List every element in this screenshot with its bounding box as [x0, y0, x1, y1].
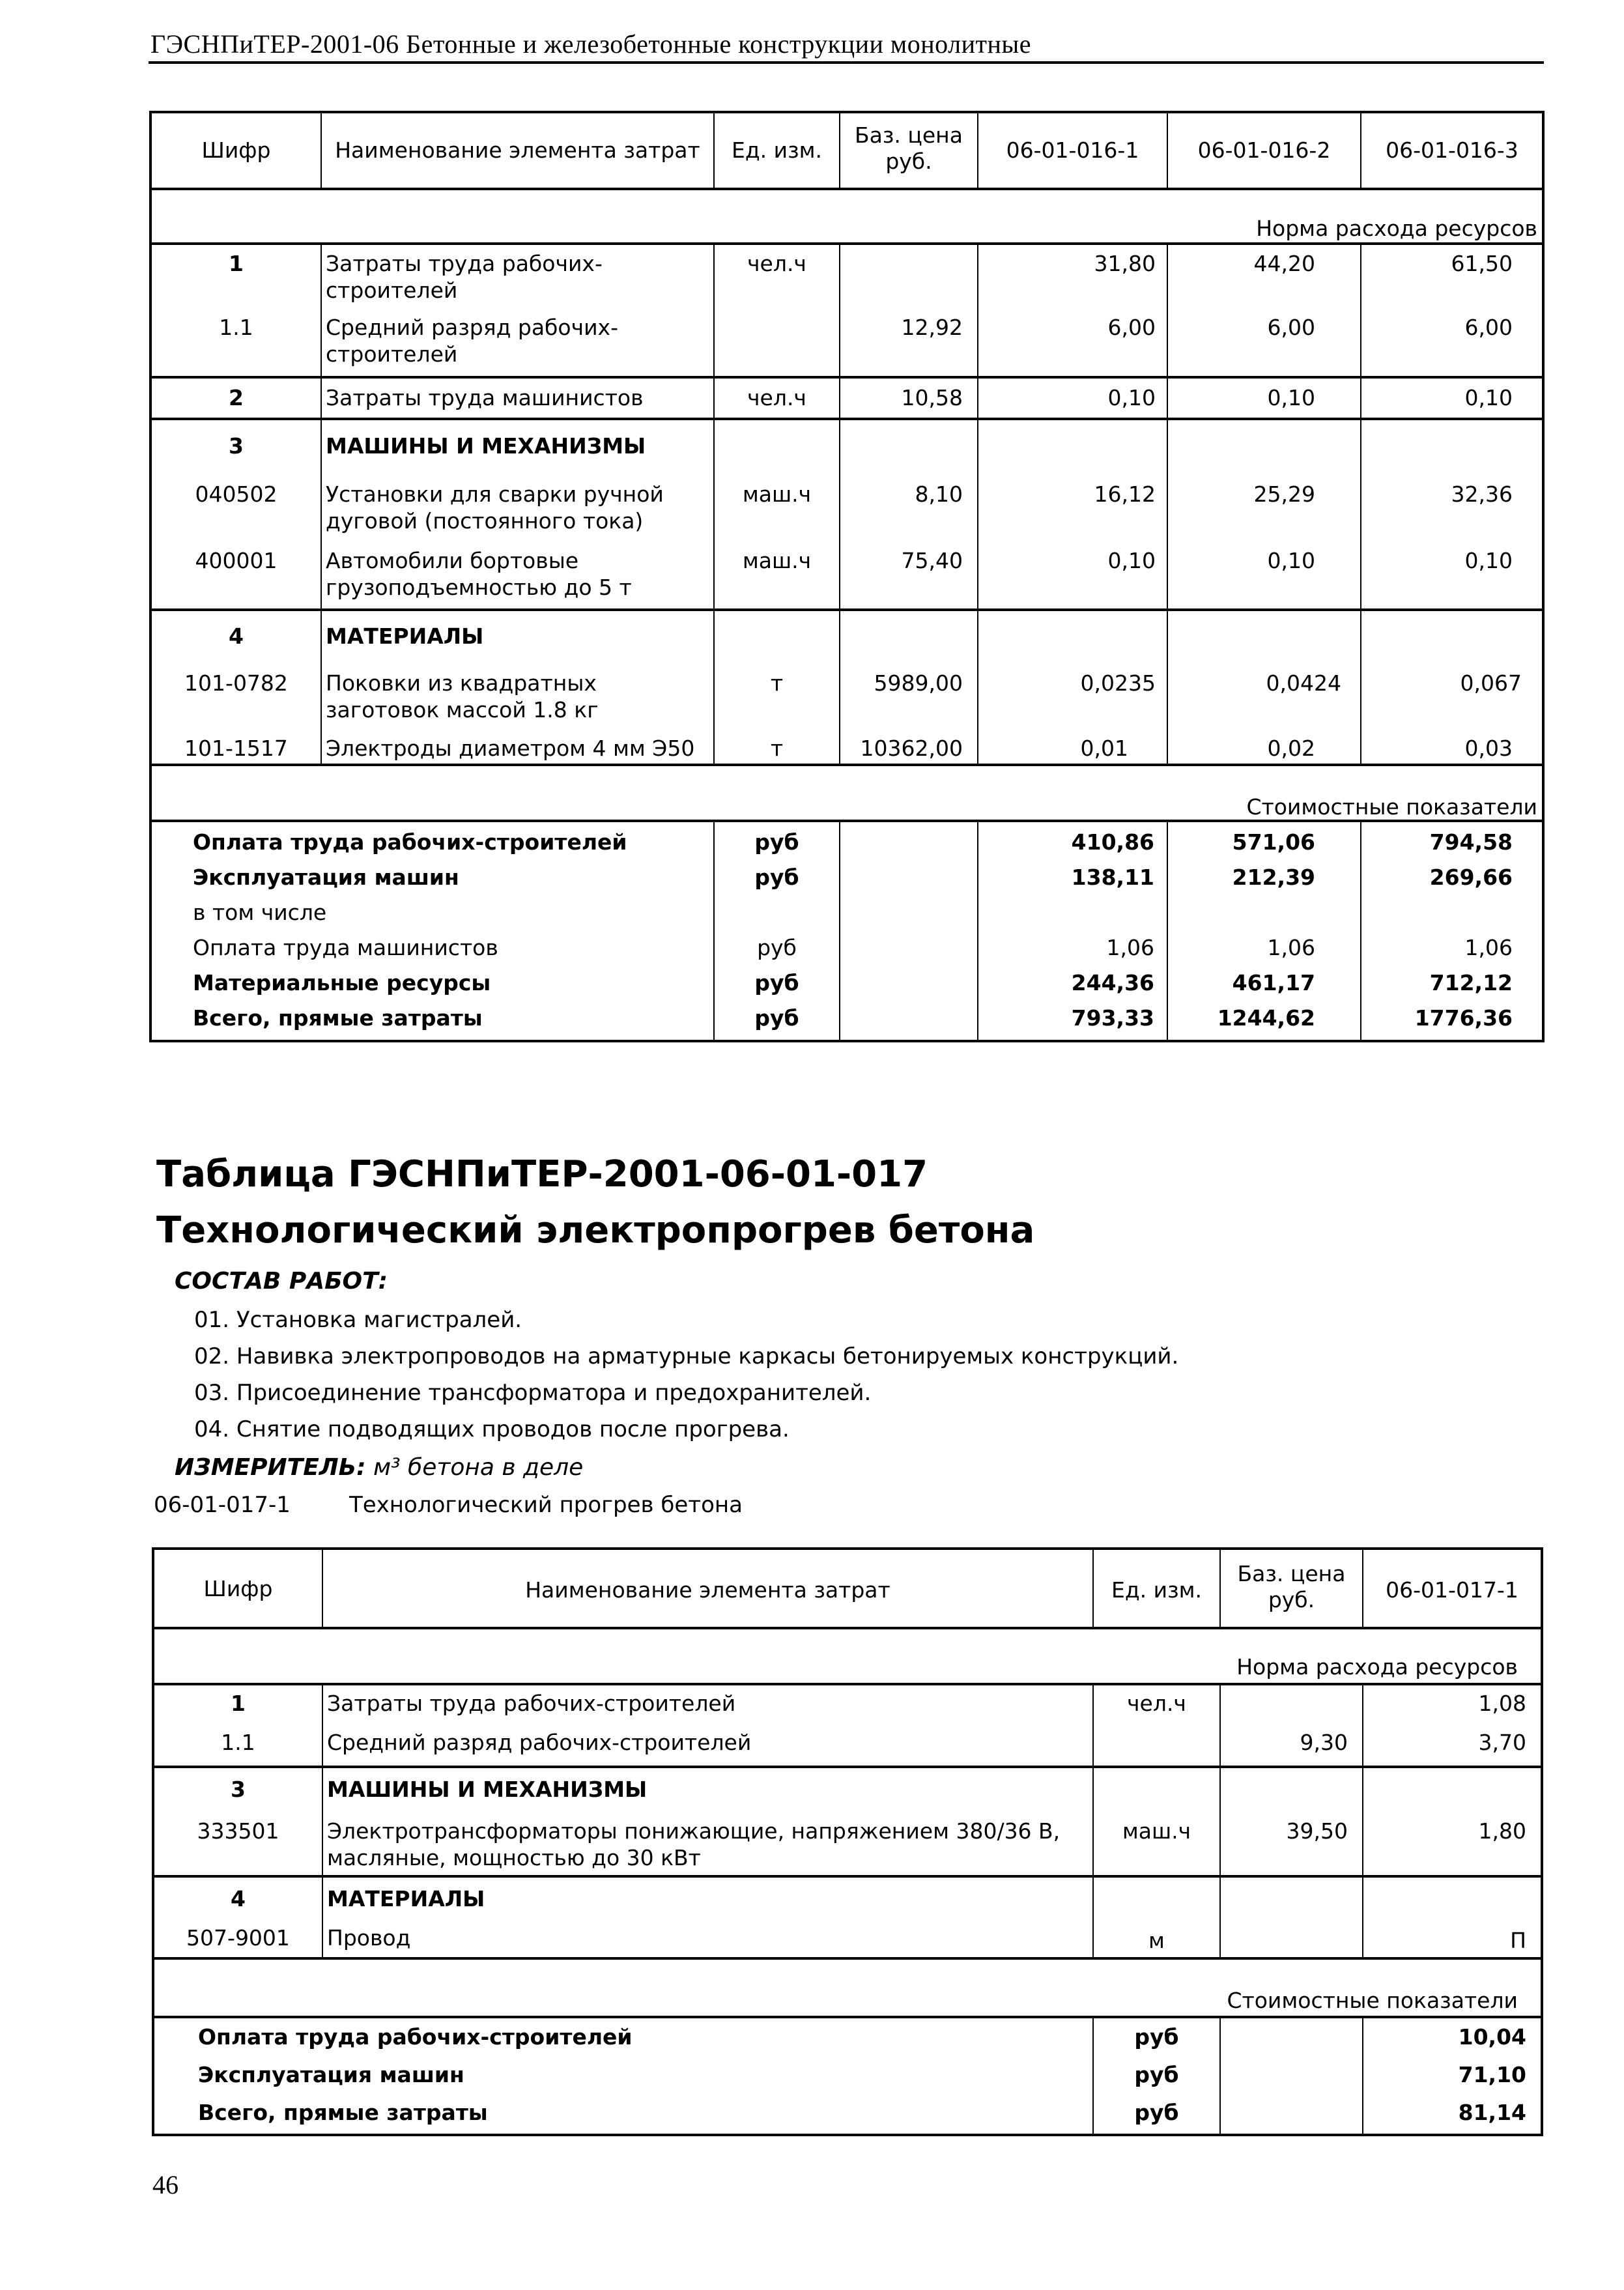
table1-rule: [149, 764, 1545, 766]
cost-value: 1,06: [1267, 935, 1315, 960]
cost-value: 712,12: [1429, 970, 1513, 995]
col-header-price: Баз. цена руб.: [1237, 1561, 1346, 1612]
cost-row-name: Эксплуатация машин: [193, 865, 459, 890]
row-code: 4: [231, 1886, 246, 1911]
row-value: 44,20: [1253, 251, 1315, 276]
cost-row-unit: руб: [754, 1005, 799, 1031]
cost-value: 212,39: [1232, 865, 1315, 890]
section-heading-machines: МАШИНЫ И МЕХАНИЗМЫ: [326, 433, 646, 459]
col-header-name: Наименование элемента затрат: [335, 137, 700, 163]
row-code: 1.1: [221, 1730, 255, 1755]
row-unit: маш.ч: [1122, 1818, 1191, 1844]
row-unit: т: [770, 736, 784, 761]
cost-value: 71,10: [1458, 2062, 1526, 2087]
page-number: 46: [152, 2170, 178, 2199]
row-value: 25,29: [1253, 481, 1315, 507]
cost-row-unit: руб: [1134, 2100, 1179, 2125]
table2-rule: [152, 1683, 1543, 1685]
row-code: 3: [229, 433, 244, 459]
meter-line: [175, 1454, 583, 1481]
row-value: 0,0235: [1080, 670, 1156, 696]
running-header: ГЭСНПиТЕР-2001-06 Бетонные и железобетонные конструкции монолитные: [150, 29, 1032, 59]
row-unit: чел.ч: [1127, 1691, 1186, 1716]
cost-value: 10,04: [1458, 2024, 1526, 2050]
cost-value: 1244,62: [1217, 1005, 1315, 1031]
work-item: 02. Навивка электропроводов на арматурные каркасы бетонируемых конструкций.: [194, 1343, 1179, 1369]
cost-row-unit: руб: [754, 865, 799, 890]
table-title: Таблица ГЭСНПиТЕР-2001-06-01-017: [156, 1153, 928, 1195]
section-heading-materials: МАТЕРИАЛЫ: [326, 623, 484, 649]
row-value: 0,067: [1460, 670, 1522, 696]
table1-rule: [149, 376, 1545, 379]
table2-rule: [152, 1766, 1543, 1768]
norm-caption: Норма расхода ресурсов: [1236, 1654, 1518, 1680]
row-value: 32,36: [1451, 481, 1513, 507]
row-name: Затраты труда рабочих-строителей: [327, 1691, 736, 1716]
row-name: Электротрансформаторы понижающие, напряжением 380/36 В, масляные, мощностью до 30 кВт: [327, 1818, 1061, 1870]
cost-row-unit: руб: [1134, 2062, 1179, 2087]
row-value: 0,10: [1107, 548, 1156, 573]
cost-value: 461,17: [1232, 970, 1315, 995]
row-price: 12,92: [901, 315, 963, 340]
row-value: 0,03: [1464, 736, 1513, 761]
cost-row-name: Всего, прямые затраты: [193, 1005, 483, 1031]
table1-rule: [149, 188, 1545, 190]
cost-value: 1,06: [1106, 935, 1154, 960]
row-code: 1.1: [219, 315, 253, 340]
meter-value: м³ бетона в деле: [373, 1454, 584, 1481]
cost-value: 81,14: [1458, 2100, 1526, 2125]
item-code: 06-01-017-1: [154, 1492, 291, 1518]
row-name: Автомобили бортовые грузоподъемностью до 5 т: [326, 548, 632, 600]
section-heading-machines: МАШИНЫ И МЕХАНИЗМЫ: [327, 1777, 648, 1802]
row-code: 1: [229, 251, 244, 276]
row-value: 0,10: [1464, 548, 1513, 573]
row-code: 1: [231, 1691, 246, 1716]
row-value: 6,00: [1107, 315, 1156, 340]
col-header-name: Наименование элемента затрат: [525, 1577, 890, 1603]
col-header-016-1: 06-01-016-1: [1006, 137, 1139, 163]
cost-value: 1,06: [1464, 935, 1513, 960]
row-value: П: [1510, 1928, 1526, 1953]
row-price: 5989,00: [874, 670, 963, 696]
cost-row-unit: руб: [754, 970, 799, 995]
cost-value: 244,36: [1071, 970, 1154, 995]
row-code: 2: [229, 385, 244, 410]
work-item: 01. Установка магистралей.: [194, 1307, 522, 1333]
row-value: 0,10: [1267, 385, 1315, 410]
table1-rule: [149, 418, 1545, 420]
cost-row-name: Эксплуатация машин: [198, 2062, 464, 2087]
col-header-016-3: 06-01-016-3: [1386, 137, 1518, 163]
work-item: 03. Присоединение трансформатора и предохранителей.: [194, 1380, 872, 1406]
table1-col-divider: [839, 821, 840, 1041]
row-name: Провод: [327, 1925, 411, 1951]
col-header-code: Шифр: [201, 137, 271, 163]
row-code: 507-9001: [186, 1925, 290, 1951]
cost-value: 571,06: [1232, 829, 1315, 855]
row-code: 040502: [195, 481, 278, 507]
row-value: 31,80: [1094, 251, 1156, 276]
row-code: 400001: [195, 548, 278, 573]
row-unit: чел.ч: [747, 385, 806, 410]
row-price: 75,40: [901, 548, 963, 573]
table2-rule: [152, 2016, 1543, 2018]
cost-row-name: Оплата труда машинистов: [193, 935, 498, 960]
row-value: 0,02: [1267, 736, 1315, 761]
row-unit: маш.ч: [742, 481, 812, 507]
col-header-price: Баз. цена руб.: [855, 122, 963, 174]
row-code: 101-0782: [184, 670, 288, 696]
cost-value: 269,66: [1429, 865, 1513, 890]
table2-col-divider: [1219, 2017, 1221, 2135]
row-price: 10362,00: [860, 736, 963, 761]
cost-caption: Стоимостные показатели: [1227, 1988, 1518, 2013]
row-code: 101-1517: [184, 736, 288, 761]
row-code: 3: [231, 1777, 246, 1802]
row-name: Средний разряд рабочих-строителей: [326, 315, 618, 367]
row-name: Установки для сварки ручной дуговой (постоянного тока): [326, 481, 664, 534]
row-name: Средний разряд рабочих-строителей: [327, 1730, 752, 1755]
row-price: 8,10: [915, 481, 963, 507]
row-name: Затраты труда машинистов: [326, 385, 644, 410]
cost-value: 138,11: [1071, 865, 1154, 890]
col-header-017-1: 06-01-017-1: [1386, 1577, 1518, 1603]
row-name: Электроды диаметром 4 мм Э50: [326, 736, 695, 761]
table-subtitle: Технологический электропрогрев бетона: [156, 1209, 1035, 1252]
col-header-code: Шифр: [203, 1576, 273, 1601]
cost-value: 410,86: [1071, 829, 1154, 855]
row-value: 61,50: [1451, 251, 1513, 276]
row-value: 0,01: [1080, 736, 1128, 761]
row-value: 16,12: [1094, 481, 1156, 507]
cost-row-name: Оплата труда рабочих-строителей: [193, 829, 627, 855]
row-unit: маш.ч: [742, 548, 812, 573]
row-value: 3,70: [1478, 1730, 1526, 1755]
row-value: 1,08: [1478, 1691, 1526, 1716]
col-header-unit: Ед. изм.: [1111, 1577, 1203, 1603]
table1-col-divider: [321, 244, 322, 765]
table2-col-divider: [322, 1684, 323, 1958]
row-price: 10,58: [901, 385, 963, 410]
row-name: Затраты труда рабочих-строителей: [326, 251, 603, 303]
row-price: 9,30: [1300, 1730, 1348, 1755]
table2-rule: [152, 1875, 1543, 1878]
cost-row-name: Материальные ресурсы: [193, 970, 491, 995]
header-rule: [149, 61, 1544, 64]
row-value: 1,80: [1478, 1818, 1526, 1844]
table2-rule: [152, 1957, 1543, 1960]
cost-value: 793,33: [1071, 1005, 1154, 1031]
cost-row-name: в том числе: [193, 900, 327, 925]
cost-row-unit: руб: [757, 935, 797, 960]
row-unit: чел.ч: [747, 251, 806, 276]
col-header-016-2: 06-01-016-2: [1197, 137, 1331, 163]
row-value: 6,00: [1464, 315, 1513, 340]
cost-row-name: Всего, прямые затраты: [198, 2100, 488, 2125]
row-value: 0,10: [1107, 385, 1156, 410]
norm-caption: Норма расхода ресурсов: [1256, 216, 1537, 241]
section-heading-materials: МАТЕРИАЛЫ: [327, 1886, 485, 1911]
works-label: СОСТАВ РАБОТ:: [175, 1268, 388, 1295]
work-item: 04. Снятие подводящих проводов после прогрева.: [194, 1416, 790, 1442]
row-value: 6,00: [1267, 315, 1315, 340]
row-name: Поковки из квадратных заготовок массой 1.8 кг: [326, 670, 599, 723]
row-value: 0,10: [1464, 385, 1513, 410]
meter-label: ИЗМЕРИТЕЛЬ:: [175, 1454, 366, 1481]
row-code: 4: [229, 623, 244, 649]
cost-value: 1776,36: [1414, 1005, 1513, 1031]
item-name: Технологический прогрев бетона: [349, 1492, 743, 1518]
row-unit: т: [770, 670, 784, 696]
cost-row-name: Оплата труда рабочих-строителей: [198, 2024, 633, 2050]
row-unit: м: [1148, 1928, 1165, 1953]
cost-row-unit: руб: [754, 829, 799, 855]
row-code: 333501: [197, 1818, 279, 1844]
row-price: 39,50: [1286, 1818, 1348, 1844]
row-value: 0,0424: [1266, 670, 1341, 696]
cost-row-unit: руб: [1134, 2024, 1179, 2050]
table2-rule: [152, 1627, 1543, 1629]
table1-rule: [149, 608, 1545, 611]
cost-caption: Стоимостные показатели: [1246, 794, 1537, 820]
row-value: 0,10: [1267, 548, 1315, 573]
table1-rule: [149, 242, 1545, 245]
col-header-unit: Ед. изм.: [731, 137, 823, 163]
cost-value: 794,58: [1429, 829, 1513, 855]
